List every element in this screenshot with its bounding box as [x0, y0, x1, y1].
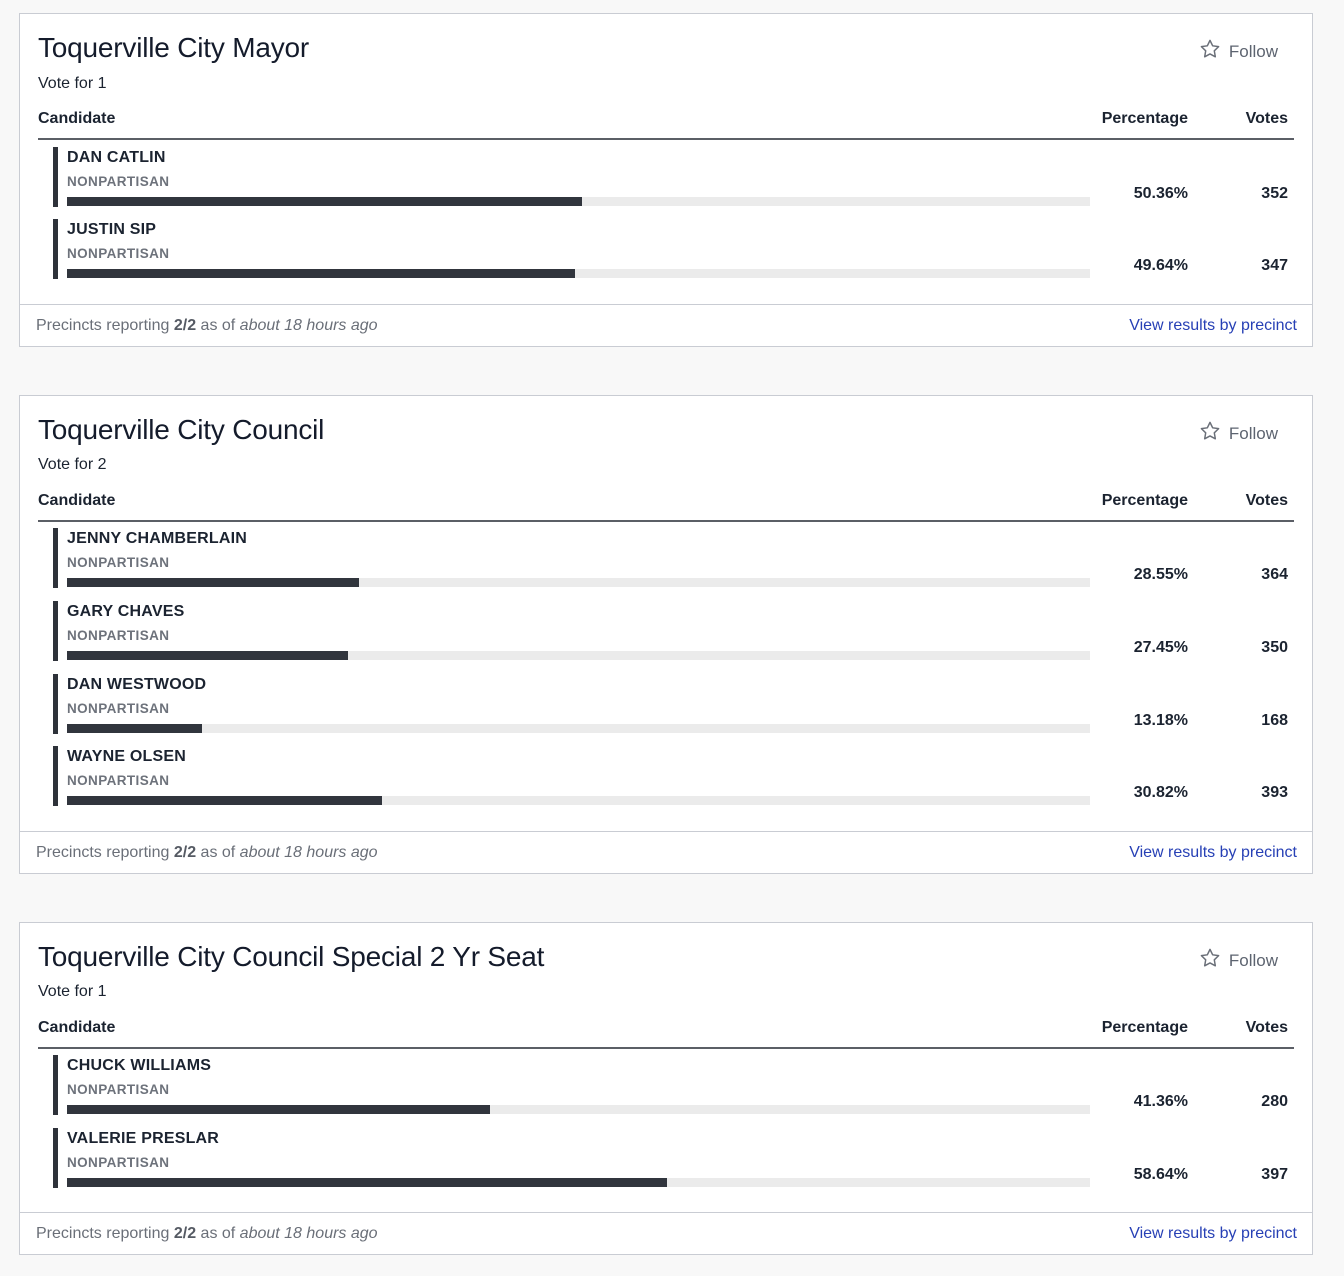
header-percentage: Percentage [1101, 492, 1188, 509]
vote-for: Vote for 1 [38, 75, 107, 92]
candidate-name: JUSTIN SIP [67, 221, 157, 238]
vote-for: Vote for 2 [38, 456, 107, 473]
vote-share-fill [67, 197, 582, 206]
candidate-row [38, 528, 1294, 590]
precincts-reporting [36, 317, 378, 335]
star-icon [1199, 38, 1221, 65]
table-header [38, 110, 1294, 140]
candidate-percentage: 28.55% [1133, 566, 1188, 583]
vote-share-bar [67, 724, 1090, 733]
candidate-accent [53, 528, 58, 588]
vote-share-fill [67, 651, 348, 660]
header-candidate: Candidate [38, 492, 116, 509]
table-header [38, 492, 1294, 522]
precincts-prefix: Precincts reporting [36, 317, 174, 334]
candidate-party: NONPARTISAN [67, 1082, 170, 1097]
race-footer [20, 831, 1312, 873]
candidate-name: JENNY CHAMBERLAIN [67, 530, 248, 547]
candidate-percentage: 58.64% [1133, 1166, 1188, 1183]
follow-label: Follow [1228, 423, 1278, 443]
view-results-by-precinct-link[interactable]: View results by precinct [1129, 844, 1297, 861]
candidate-votes: 352 [1261, 185, 1288, 202]
precincts-count: 2/2 [173, 844, 197, 861]
vote-share-fill [67, 796, 382, 805]
candidate-percentage: 27.45% [1133, 639, 1188, 656]
candidate-party: NONPARTISAN [67, 628, 170, 643]
candidate-row [38, 601, 1294, 663]
candidate-accent [53, 219, 58, 279]
race-card [19, 13, 1313, 347]
vote-share-bar [67, 1178, 1090, 1187]
candidate-percentage: 13.18% [1133, 712, 1188, 729]
candidate-name: GARY CHAVES [67, 603, 185, 620]
candidate-name: VALERIE PRESLAR [67, 1130, 220, 1147]
candidate-party: NONPARTISAN [67, 773, 170, 788]
candidate-party: NONPARTISAN [67, 174, 170, 189]
candidate-votes: 168 [1261, 712, 1288, 729]
vote-share-bar [67, 197, 1090, 206]
last-updated: about 18 hours ago [239, 844, 378, 861]
header-percentage: Percentage [1101, 110, 1188, 127]
candidate-votes: 393 [1261, 784, 1288, 801]
candidate-percentage: 30.82% [1133, 784, 1188, 801]
candidate-row [38, 746, 1294, 808]
candidate-accent [53, 1128, 58, 1188]
precincts-reporting [36, 1225, 378, 1243]
follow-button[interactable] [1199, 420, 1278, 447]
race-card [19, 395, 1313, 874]
table-header [38, 1019, 1294, 1049]
candidate-name: CHUCK WILLIAMS [67, 1057, 212, 1074]
vote-share-bar [67, 269, 1090, 278]
candidate-accent [53, 147, 58, 207]
candidate-row [38, 219, 1294, 281]
follow-label: Follow [1228, 950, 1278, 970]
candidate-party: NONPARTISAN [67, 555, 170, 570]
precincts-middle: as of [196, 1225, 240, 1242]
precincts-count: 2/2 [173, 317, 197, 334]
vote-share-bar [67, 1105, 1090, 1114]
candidate-percentage: 49.64% [1133, 257, 1188, 274]
header-votes: Votes [1245, 110, 1288, 127]
candidate-party: NONPARTISAN [67, 246, 170, 261]
race-card [19, 922, 1313, 1255]
candidate-row [38, 147, 1294, 209]
candidate-party: NONPARTISAN [67, 701, 170, 716]
candidate-percentage: 50.36% [1133, 185, 1188, 202]
precincts-prefix: Precincts reporting [36, 844, 174, 861]
candidate-accent [53, 1055, 58, 1115]
precincts-middle: as of [196, 844, 240, 861]
view-results-by-precinct-link[interactable]: View results by precinct [1129, 317, 1297, 334]
candidate-percentage: 41.36% [1133, 1093, 1188, 1110]
star-icon [1199, 947, 1221, 974]
follow-button[interactable] [1199, 38, 1278, 65]
race-footer [20, 1212, 1312, 1254]
vote-share-fill [67, 578, 359, 587]
candidate-votes: 397 [1261, 1166, 1288, 1183]
candidate-votes: 280 [1261, 1093, 1288, 1110]
candidate-accent [53, 601, 58, 661]
candidate-row [38, 1055, 1294, 1117]
header-candidate: Candidate [38, 110, 116, 127]
precincts-middle: as of [196, 317, 240, 334]
header-votes: Votes [1245, 492, 1288, 509]
candidate-row [38, 1128, 1294, 1190]
candidate-row [38, 674, 1294, 736]
precincts-reporting [36, 844, 378, 862]
race-title: Toquerville City Mayor [38, 32, 310, 63]
candidate-votes: 347 [1261, 257, 1288, 274]
vote-share-fill [67, 724, 202, 733]
candidate-party: NONPARTISAN [67, 1155, 170, 1170]
header-votes: Votes [1245, 1019, 1288, 1036]
vote-for: Vote for 1 [38, 983, 107, 1000]
header-percentage: Percentage [1101, 1019, 1188, 1036]
last-updated: about 18 hours ago [239, 1225, 378, 1242]
view-results-by-precinct-link[interactable]: View results by precinct [1129, 1225, 1297, 1242]
precincts-count: 2/2 [173, 1225, 197, 1242]
vote-share-fill [67, 269, 575, 278]
vote-share-bar [67, 651, 1090, 660]
vote-share-bar [67, 796, 1090, 805]
candidate-name: DAN CATLIN [67, 149, 166, 166]
vote-share-fill [67, 1105, 490, 1114]
precincts-prefix: Precincts reporting [36, 1225, 174, 1242]
candidate-name: WAYNE OLSEN [67, 748, 186, 765]
candidate-votes: 364 [1261, 566, 1288, 583]
candidate-accent [53, 674, 58, 734]
vote-share-fill [67, 1178, 667, 1187]
race-title: Toquerville City Council [38, 414, 325, 445]
star-icon [1199, 420, 1221, 447]
candidate-accent [53, 746, 58, 806]
header-candidate: Candidate [38, 1019, 116, 1036]
race-title: Toquerville City Council Special 2 Yr Seat [38, 941, 545, 972]
last-updated: about 18 hours ago [239, 317, 378, 334]
candidate-name: DAN WESTWOOD [67, 676, 207, 693]
candidate-votes: 350 [1261, 639, 1288, 656]
vote-share-bar [67, 578, 1090, 587]
race-footer [20, 304, 1312, 346]
follow-label: Follow [1228, 41, 1278, 61]
follow-button[interactable] [1199, 947, 1278, 974]
